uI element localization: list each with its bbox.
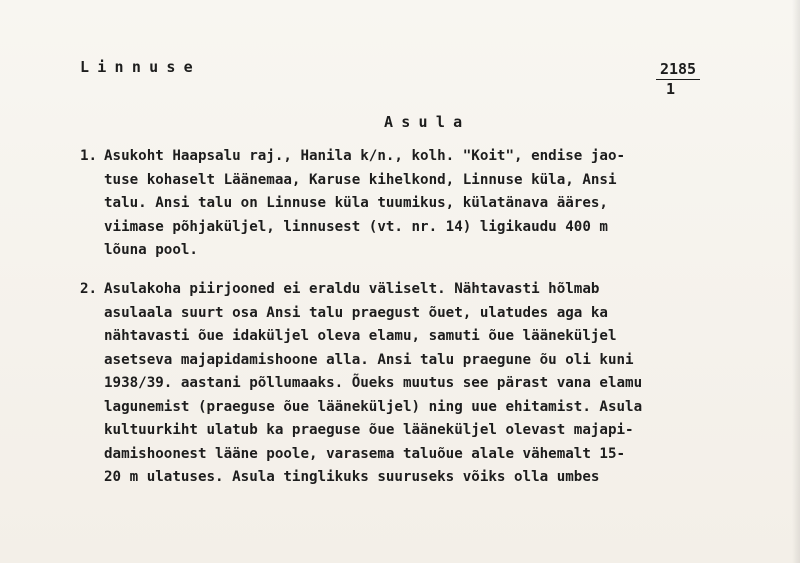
text-line: viimase põhjaküljel, linnusest (vt. nr. 14) ligikaudu 400 m	[104, 218, 608, 235]
catalog-number-main: 2185	[656, 60, 700, 80]
text-line: 1938/39. aastani põllumaaks. Õueks muutus see pärast vana elamu	[104, 375, 643, 391]
text-line: asulaala suurt osa Ansi talu praegust õuet, ulatudes aga ka	[104, 304, 608, 321]
text-line: asetseva majapidamishoone alla. Ansi talu praegune õu oli kuni	[104, 351, 634, 368]
text-line: nähtavasti õue idaküljel oleva elamu, samuti õue lääneküljel	[104, 328, 617, 344]
text-line: damishoonest lääne poole, varasema taluõue alale vähemalt 15-	[104, 445, 626, 462]
text-line: kultuurkiht ulatub ka praeguse õue lääneküljel olevast majapi-	[104, 422, 634, 438]
text-line: lagunemist (praeguse õue lääneküljel) ning uue ehitamist. Asula	[104, 398, 643, 415]
paragraph-2	[80, 278, 780, 490]
text-line: tuse kohaselt Läänemaa, Karuse kihelkond, Linnuse küla, Ansi	[104, 171, 617, 188]
text-line: talu. Ansi talu on Linnuse küla tuumikus, külatänava ääres,	[104, 195, 608, 211]
text-line: Asulakoha piirjooned ei eraldu väliselt. Nähtavasti hõlmab	[104, 281, 600, 297]
paragraph-number: 1.	[80, 148, 98, 164]
text-line: Asukoht Haapsalu raj., Hanila k/n., kolh. "Koit", endise jao-	[104, 148, 626, 164]
catalog-number	[656, 60, 700, 98]
site-name: Linnuse	[80, 58, 201, 76]
section-heading: Asula	[384, 113, 471, 131]
text-line: 20 m ulatuses. Asula tinglikuks suuruseks võiks olla umbes	[104, 469, 600, 485]
paragraph-number: 2.	[80, 281, 98, 297]
text-line: lõuna pool.	[104, 242, 198, 258]
catalog-number-sub: 1	[666, 80, 676, 98]
paragraph-1	[80, 145, 780, 263]
card-edge-shadow	[792, 0, 800, 563]
